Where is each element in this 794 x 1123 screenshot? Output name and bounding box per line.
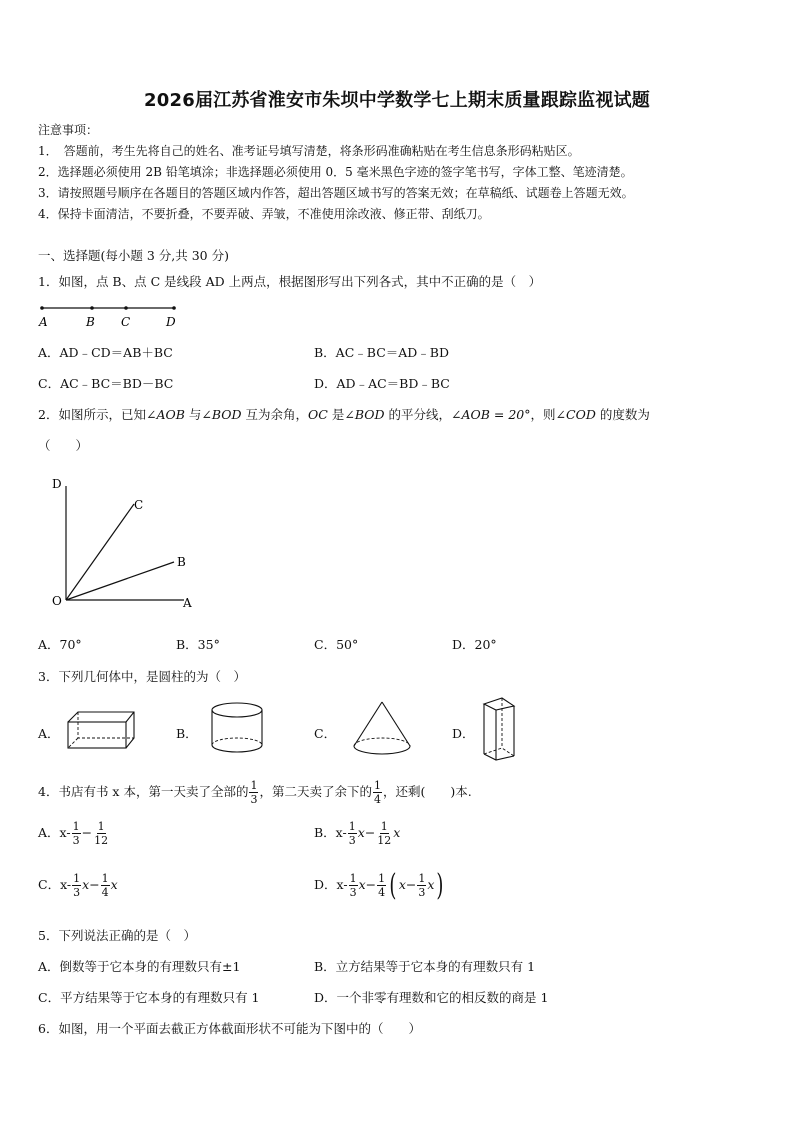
fraction-denominator: 12 — [94, 834, 109, 847]
variable-x: x — [427, 877, 435, 892]
fraction-denominator: 12 — [377, 834, 392, 847]
q4-text-2: ，第二天卖了余下的 — [259, 784, 372, 799]
fraction-numerator: 1 — [250, 779, 258, 792]
q3-cylinder-figure — [208, 700, 268, 758]
notice-item-2: 2．选择题必须使用 2B 铅笔填涂；非选择题必须使用 0．5 毫米黑色字迹的签字笔书写，字体工整、笔迹清楚。 — [38, 165, 633, 179]
q1-stem: 1．如图，点 B、点 C 是线段 AD 上两点，根据图形写出下列各式，其中不正确的是（ ） — [38, 274, 542, 289]
q4-option-b — [314, 818, 400, 848]
variable-x: x — [398, 877, 406, 892]
q5-option-a: A．倒数等于它本身的有理数只有±1 — [38, 959, 241, 974]
fraction-denominator: 4 — [378, 886, 386, 899]
q2-text-7: 的度数为 — [595, 407, 650, 422]
fraction — [348, 820, 357, 847]
fraction-numerator: 1 — [348, 820, 356, 833]
variable-x: x — [358, 877, 366, 892]
fraction-denominator: 3 — [72, 834, 80, 847]
q3-cone-figure — [350, 698, 414, 760]
fraction-denominator: 4 — [101, 886, 109, 899]
q4-option-c — [38, 870, 118, 900]
fraction — [72, 820, 81, 847]
q1-option-c: C．AC﹣BC＝BD－BC — [38, 376, 174, 391]
q4-option-a — [38, 818, 110, 848]
fraction-numerator: 1 — [378, 872, 386, 885]
label-b: B — [177, 555, 186, 569]
label-d: D — [52, 477, 62, 491]
q6-stem: 6．如图，用一个平面去截正方体截面形状不可能为下图中的（ ） — [38, 1021, 421, 1036]
fraction — [377, 872, 386, 899]
fraction-numerator: 1 — [380, 820, 388, 833]
point-b-label: B — [86, 315, 95, 329]
q4-stem — [38, 778, 472, 806]
variable-x: x — [393, 825, 401, 840]
minus-sign: − — [81, 825, 93, 840]
q2-math-bod-2: ∠BOD — [344, 407, 385, 422]
point-d-label: D — [166, 315, 176, 329]
q2-text-2: 与 — [184, 407, 202, 422]
right-paren: ) — [436, 867, 444, 903]
fraction-one-third — [249, 779, 258, 806]
fraction — [72, 872, 81, 899]
label-o: O — [52, 594, 62, 608]
fraction-one-quarter — [373, 779, 382, 806]
q4-text-3: ，还剩( )本. — [382, 784, 472, 799]
q1-option-b: B．AC﹣BC＝AD﹣BD — [314, 345, 450, 360]
q5-option-d: D．一个非零有理数和它的相反数的商是 1 — [314, 990, 549, 1005]
fraction-numerator: 1 — [349, 872, 357, 885]
q2-option-c: C．50° — [314, 637, 359, 652]
q2-option-a: A．70° — [38, 637, 82, 652]
q2-math-cod: ∠COD — [555, 407, 596, 422]
q2-paren: （ ） — [38, 438, 89, 453]
option-label: C．x- — [38, 877, 72, 892]
fraction — [93, 820, 109, 847]
fraction-numerator: 1 — [101, 872, 109, 885]
q4-text-1: 4．书店有书 x 本，第一天卖了全部的 — [38, 784, 249, 799]
point-c-label: C — [121, 315, 131, 329]
q2-math-aob: ∠AOB — [145, 407, 185, 422]
q1-option-a: A．AD﹣CD＝AB＋BC — [38, 345, 173, 360]
variable-x: x — [110, 877, 118, 892]
q3-prism-figure — [478, 694, 520, 766]
q3-option-b-label: B． — [176, 726, 198, 741]
fraction-numerator: 1 — [72, 820, 80, 833]
point-a-label: A — [39, 315, 48, 329]
q2-option-d: D．20° — [452, 637, 497, 652]
fraction-numerator: 1 — [97, 820, 105, 833]
q2-stem — [38, 405, 650, 423]
fraction-denominator: 3 — [348, 834, 356, 847]
minus-sign: − — [89, 877, 100, 892]
notice-item-4: 4．保持卡面清洁，不要折叠，不要弄破、弄皱，不准使用涂改液、修正带、刮纸刀。 — [38, 207, 490, 221]
fraction — [376, 820, 392, 847]
fraction — [349, 872, 358, 899]
fraction-denominator: 3 — [418, 886, 426, 899]
fraction — [101, 872, 110, 899]
fraction-denominator: 3 — [73, 886, 81, 899]
fraction-numerator: 1 — [73, 872, 81, 885]
notice-heading: 注意事项： — [38, 123, 99, 137]
section-heading: 一、选择题(每小题 3 分,共 30 分) — [38, 248, 229, 263]
q2-angle-figure — [44, 474, 204, 614]
q2-text-5: 的平分线， — [384, 407, 451, 422]
fraction-denominator: 3 — [349, 886, 357, 899]
notice-item-3: 3．请按照题号顺序在各题目的答题区域内作答，超出答题区域书写的答案无效；在草稿纸、试题卷上答题无效。 — [38, 186, 634, 200]
q3-option-d-label: D． — [452, 726, 475, 741]
q5-stem: 5．下列说法正确的是（ ） — [38, 928, 196, 943]
q2-text-3: 互为余角， — [241, 407, 309, 422]
q4-option-d — [314, 867, 446, 903]
fraction-denominator: 4 — [373, 793, 381, 806]
q2-math-oc: OC — [308, 407, 328, 422]
fraction-numerator: 1 — [418, 872, 426, 885]
label-a: A — [183, 596, 192, 610]
left-paren: ( — [389, 867, 397, 903]
q2-math-aob-value: ∠AOB = 20° — [451, 407, 531, 422]
page-title: 2026届江苏省淮安市朱坝中学数学七上期末质量跟踪监视试题 — [144, 90, 650, 111]
q3-stem: 3．下列几何体中，是圆柱的为（ ） — [38, 669, 246, 684]
q1-option-d: D．AD﹣AC＝BD﹣BC — [314, 376, 450, 391]
option-label: D．x- — [314, 877, 348, 892]
notice-item-1: 1． 答题前，考生先将自己的姓名、准考证号填写清楚，将条形码准确粘贴在考生信息条形码粘贴区。 — [38, 144, 580, 158]
minus-sign: − — [405, 877, 417, 892]
q2-text-6: ，则 — [530, 407, 556, 422]
q2-math-bod: ∠BOD — [201, 407, 242, 422]
q5-option-c: C．平方结果等于它本身的有理数只有 1 — [38, 990, 260, 1005]
q3-option-c-label: C． — [314, 726, 337, 741]
q2-text-1: 2．如图所示，已知 — [38, 407, 146, 422]
fraction-denominator: 3 — [250, 793, 258, 806]
q3-cuboid-figure — [64, 708, 136, 754]
q5-option-b: B．立方结果等于它本身的有理数只有 1 — [314, 959, 536, 974]
option-label: A．x- — [38, 825, 71, 840]
option-label: B．x- — [314, 825, 347, 840]
q1-segment-figure — [36, 298, 186, 332]
q3-option-a-label: A． — [38, 726, 60, 741]
minus-sign: − — [364, 825, 376, 840]
variable-x: x — [357, 825, 365, 840]
minus-sign: − — [365, 877, 377, 892]
label-c: C — [134, 498, 144, 512]
q2-text-4: 是 — [327, 407, 345, 422]
fraction-numerator: 1 — [373, 779, 381, 792]
variable-x: x — [82, 877, 90, 892]
fraction — [417, 872, 426, 899]
q2-option-b: B．35° — [176, 637, 220, 652]
